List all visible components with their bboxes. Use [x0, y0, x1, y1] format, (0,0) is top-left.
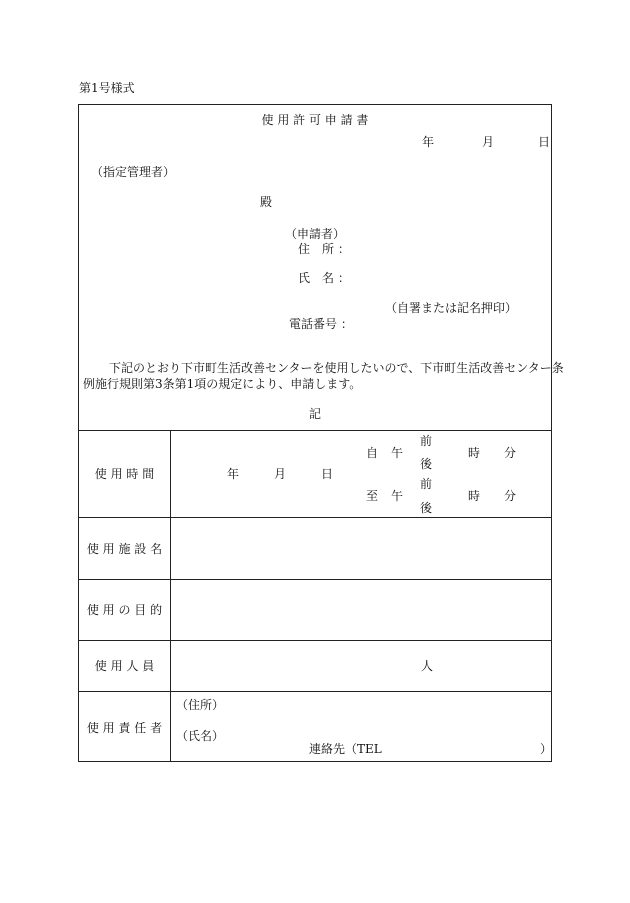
body-text-line1: 下記のとおり下市町生活改善センターを使用したいので、下市町生活改善センター条: [109, 361, 564, 375]
honorific: 殿: [260, 195, 273, 209]
responsible-name-label: （氏名）: [176, 729, 225, 743]
to-gozen-label: 午: [391, 489, 404, 503]
time-year: 年: [227, 467, 240, 481]
time-month: 月: [274, 467, 287, 481]
use-time-label: 使 用 時 間: [94, 467, 155, 481]
date-year: 年: [422, 135, 435, 149]
contact-close-paren: ）: [540, 742, 553, 756]
row-divider: [79, 691, 551, 692]
body-text-line2: 例施行規則第3条第1項の規定により、申請します。: [83, 377, 362, 391]
ki-label: 記: [308, 407, 321, 421]
signature-note: （自署または記名押印）: [385, 301, 518, 315]
row-divider: [79, 579, 551, 580]
phone-label: 電話番号 ：: [289, 317, 353, 331]
from-post-label: 後: [420, 457, 433, 471]
facility-label: 使 用 施 設 名: [86, 542, 163, 556]
applicant-heading: （申請者）: [285, 227, 346, 241]
responsible-address-label: （住所）: [176, 698, 225, 712]
responsible-label: 使 用 責 任 者: [86, 721, 163, 735]
date-month: 月: [482, 135, 495, 149]
from-label: 自: [366, 446, 379, 460]
table-top-border: [79, 430, 551, 431]
from-minute-label: 分: [504, 446, 517, 460]
form-number: 第1号様式: [79, 81, 135, 95]
address-label: 住 所 ：: [298, 242, 350, 256]
from-hour-label: 時: [468, 446, 481, 460]
to-minute-label: 分: [504, 489, 517, 503]
row-divider: [79, 517, 551, 518]
from-gozen-label: 午: [391, 446, 404, 460]
people-unit: 人: [421, 659, 434, 673]
column-divider: [170, 430, 171, 761]
form-title: 使 用 許 可 申 請 書: [261, 113, 369, 127]
contact-tel-label: 連絡先（TEL: [309, 742, 382, 756]
to-ante-label: 前: [420, 477, 433, 491]
row-divider: [79, 640, 551, 641]
time-day: 日: [321, 467, 334, 481]
people-label: 使 用 人 員: [94, 659, 155, 673]
to-hour-label: 時: [468, 489, 481, 503]
name-label: 氏 名 ：: [298, 271, 350, 285]
to-post-label: 後: [420, 501, 433, 515]
manager-label: （指定管理者）: [91, 165, 176, 179]
purpose-label: 使 用 の 目 的: [86, 603, 163, 617]
application-form: [78, 104, 564, 762]
to-label: 至: [366, 489, 379, 503]
date-day: 日: [538, 135, 551, 149]
from-ante-label: 前: [420, 434, 433, 448]
